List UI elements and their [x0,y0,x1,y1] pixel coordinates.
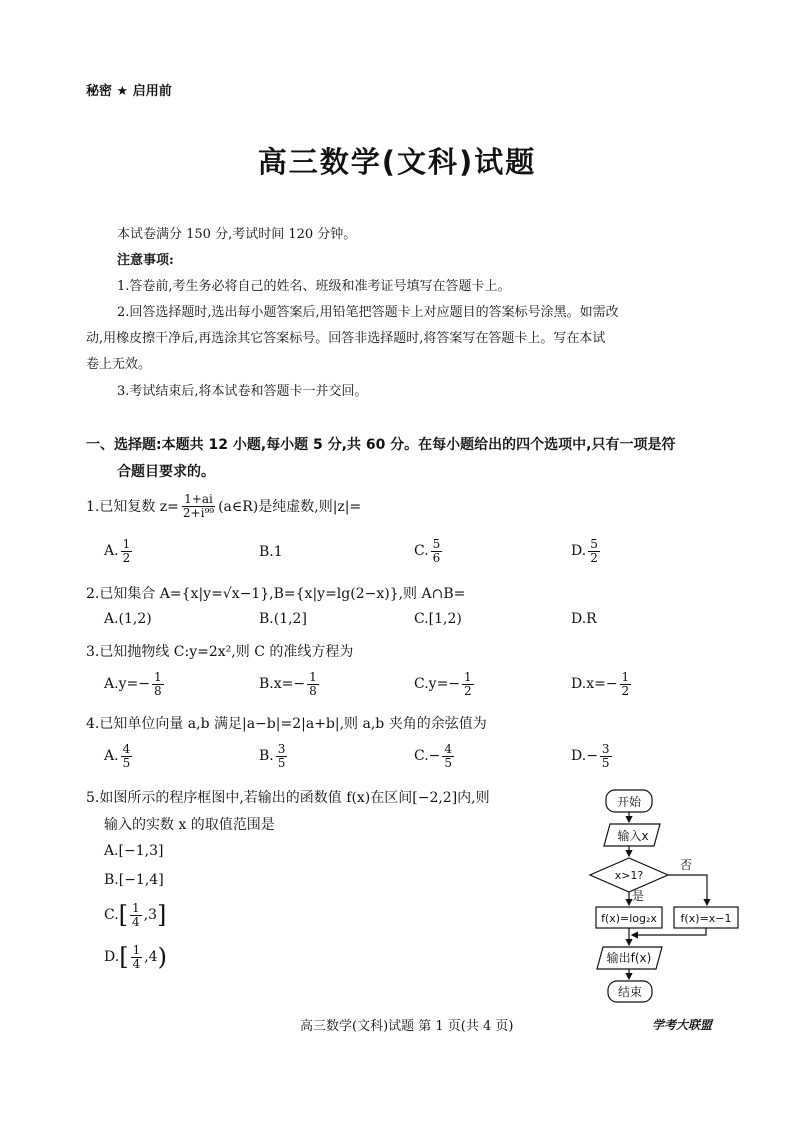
q1-option-b [259,544,283,560]
left-bracket: [ [119,943,129,972]
q2-option-a: A.(1,2) [104,611,152,627]
denominator: 2 [464,683,472,698]
yes-label: 是 [631,889,645,903]
option-label: B. [259,676,274,693]
numerator: 1 [122,537,131,551]
q5-option-d [104,944,167,970]
page-footer: 高三数学(文科)试题 第 1 页(共 4 页) [300,1019,514,1034]
notice-item-2-line-2: 动,用橡皮擦干净后,再选涂其它答案标号。回答非选择题时,将答案写在答题卡上。写在本试 [86,331,606,346]
notice-item-3: 3.考试结束后,将本试卷和答题卡一并交回。 [117,384,368,399]
q4-option-d [571,743,614,769]
option-fraction [276,743,288,769]
denominator: 8 [153,683,162,698]
option-fraction [307,671,319,697]
numerator: 1 [464,670,472,684]
yes-box-label: f(x)=log₂x [601,912,657,925]
option-label: B. [259,748,274,765]
exam-intro: 本试卷满分 150 分,考试时间 120 分钟。 [117,227,357,242]
denominator: 5 [277,755,286,770]
denominator: 2 [590,550,598,565]
q2-option-c: C.[1,2) [414,611,462,627]
notice-item-2-line-3: 卷上无效。 [86,357,152,372]
question-4-stem: 4.已知单位向量 a,b 满足|a−b|=2|a+b|,则 a,b 夹角的余弦值为 [86,716,487,732]
option-label: B. [259,544,274,560]
denominator: 5 [444,755,453,770]
option-fraction [442,743,454,769]
confidential-label: 秘密 ★ 启用前 [86,84,172,99]
option-prefix: x=− [273,676,306,693]
arrow-no-branch [668,875,707,905]
numerator: 4 [444,742,453,756]
numerator: 1 [132,943,141,957]
section-heading-line-1: 一、选择题:本题共 12 小题,每小题 5 分,共 60 分。在每小题给出的四个选项中,只有一项是符 [86,437,676,453]
condition-label: x>1? [614,869,644,882]
option-tail: ,4 [144,949,158,966]
end-label: 结束 [617,985,643,999]
start-label: 开始 [616,795,642,809]
option-prefix: y=− [428,676,461,693]
option-label: C. [414,748,429,765]
input-label: 输入x [617,829,649,843]
section-heading-line-2: 合题目要求的。 [117,464,215,480]
option-label: D. [571,543,587,560]
option-label: D. [571,748,587,765]
q3-option-d [571,671,633,697]
notice-item-2-line-1: 2.回答选择题时,选出每小题答案后,用铅笔把答题卡上对应题目的答案标号涂黑。如需改 [117,305,619,320]
q3-option-c [414,671,476,697]
no-box-label: f(x)=x−1 [680,912,732,925]
option-fraction [620,671,632,697]
numerator: 3 [601,742,610,756]
numerator: 4 [122,742,131,756]
option-label: C. [104,907,119,924]
denominator: 4 [132,914,140,929]
program-flowchart [580,785,745,1007]
numerator: 5 [590,537,598,551]
left-bracket: [ [118,901,129,930]
q5-option-a: A.[−1,3] [104,843,164,859]
option-label: D. [571,676,587,693]
option-fraction [131,944,143,970]
q2-option-d: D.R [571,611,597,627]
denominator: 2 [621,683,630,698]
question-2-stem: 2.已知集合 A={x|y=√x−1},B={x|y=lg(2−x)},则 A∩B= [86,586,466,602]
option-label: A. [104,543,119,560]
question-3-stem: 3.已知抛物线 C:y=2x²,则 C 的准线方程为 [86,644,354,660]
option-fraction [431,538,443,564]
option-label: C. [414,676,429,693]
question-1-stem [86,493,361,519]
option-fraction [121,743,133,769]
option-prefix: y=− [118,676,150,693]
denominator: 2 [122,550,131,565]
option-prefix: x=− [586,676,618,693]
q1-option-d [571,538,602,564]
question-5-stem-line-2: 输入的实数 x 的取值范围是 [104,817,275,833]
option-fraction [130,902,142,928]
option-fraction [121,538,133,564]
numerator: 5 [432,537,441,551]
output-label: 输出f(x) [606,951,652,965]
q2-option-b: B.(1,2] [259,611,307,627]
option-label: C. [414,543,429,560]
no-label: 否 [679,858,693,872]
option-label: A. [104,676,119,693]
denominator: 6 [432,550,441,565]
denominator: 5 [601,755,610,770]
numerator: 1 [621,670,630,684]
notice-item-1: 1.答卷前,考生务必将自己的姓名、班级和准考证号填写在答题卡上。 [117,279,511,294]
q1-suffix: (a∈R)是纯虚数,则|z|= [218,499,362,516]
q5-option-b: B.[−1,4] [104,872,164,888]
q5-option-c [104,902,166,928]
page-title: 高三数学(文科)试题 [257,145,537,179]
numerator: 1 [132,901,140,915]
denominator: 8 [309,683,317,698]
option-label: A. [104,748,119,765]
option-prefix: − [428,748,441,765]
q3-option-b [259,671,321,697]
q1-option-a [104,538,134,564]
question-5-stem-line-1: 5.如图所示的程序框图中,若输出的函数值 f(x)在区间[−2,2]内,则 [86,790,490,806]
numerator: 1 [309,670,317,684]
option-label: D. [104,949,120,966]
q1-prefix: 1.已知复数 z= [86,499,179,516]
q4-option-b [259,743,289,769]
q4-option-a [104,743,134,769]
numerator: 1 [153,670,162,684]
q1-fraction [181,493,216,519]
numerator: 3 [277,742,286,756]
brand-watermark: 学考大联盟 [652,1018,713,1032]
option-prefix: − [586,748,598,765]
right-bracket: ) [157,943,167,972]
q3-option-a [104,671,166,697]
right-bracket: ] [157,901,167,930]
q4-option-c [414,743,456,769]
q1-denominator: 2+i⁹⁹ [182,505,215,520]
q1-numerator: 1+ai [184,492,213,506]
option-fraction [152,671,164,697]
option-tail: ,3 [143,907,158,924]
q1-option-c [414,538,444,564]
arrow-no-merge [632,928,706,935]
option-text: 1 [273,544,283,560]
notice-heading: 注意事项: [117,253,174,268]
option-fraction [600,743,612,769]
denominator: 5 [122,755,131,770]
option-fraction [462,671,474,697]
option-fraction [588,538,600,564]
denominator: 4 [132,956,141,971]
